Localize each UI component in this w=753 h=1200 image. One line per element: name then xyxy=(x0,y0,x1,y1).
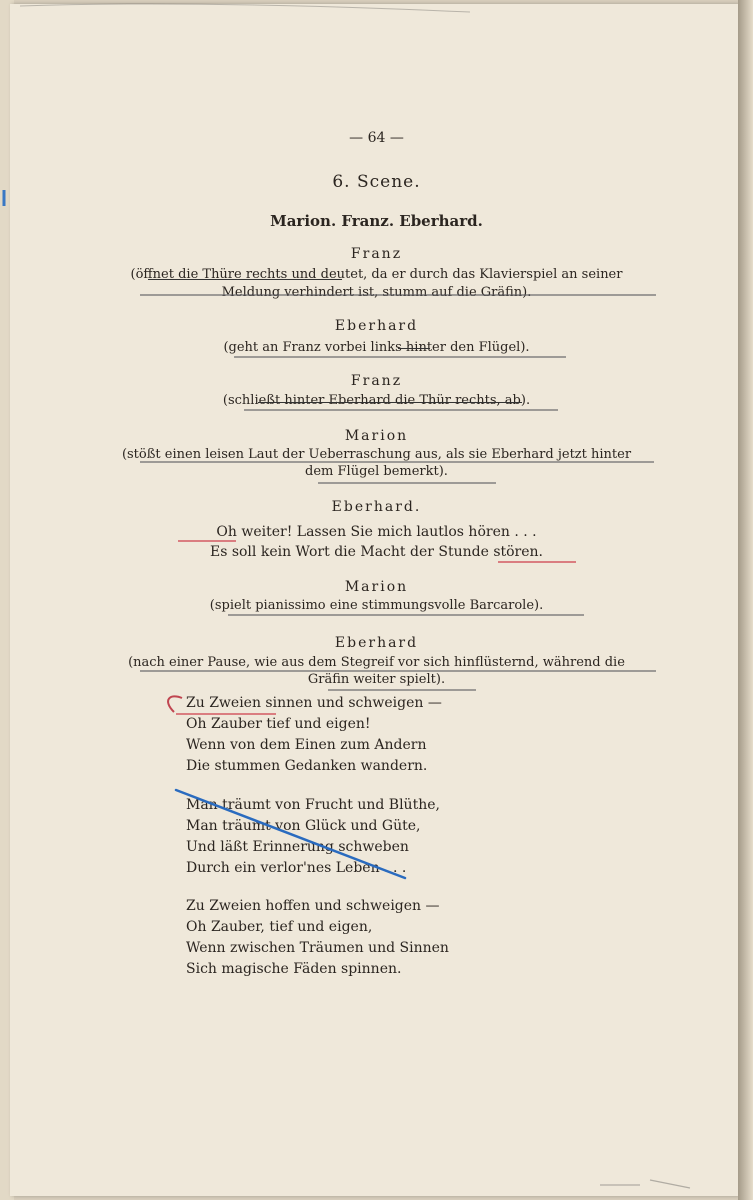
verse-line: Wenn von dem Einen zum Andern xyxy=(186,737,427,753)
stage-direction: (schließt hinter Eberhard die Thür rechts, ab). xyxy=(222,393,531,408)
verse-line: Oh Zauber tief und eigen! xyxy=(186,716,371,732)
speaker-name: Marion xyxy=(344,579,409,595)
scene-title: 6. Scene. xyxy=(332,172,421,192)
red-pencil-hook xyxy=(168,696,182,712)
characters-line: Marion. Franz. Eberhard. xyxy=(270,212,483,230)
speaker-name: Eberhard. xyxy=(331,499,422,515)
stage-direction: (stößt einen leisen Laut der Ueberraschung aus, als sie Eberhard jetzt hinter xyxy=(121,447,632,462)
verse-line: Man träumt von Frucht und Blüthe, xyxy=(186,797,440,813)
verse-line: Sich magische Fäden spinnen. xyxy=(186,961,402,977)
speaker-name: Eberhard xyxy=(334,318,419,334)
speaker-name: Marion xyxy=(344,428,409,444)
stage-direction: (öffnet die Thüre rechts und deutet, da er durch das Klavierspiel an seiner xyxy=(130,267,623,282)
stage-direction: (nach einer Pause, wie aus dem Stegreif vor sich hinflüsternd, während die xyxy=(128,655,625,670)
blue-pencil-stroke xyxy=(176,790,405,878)
stage-direction: Gräfin weiter spielt). xyxy=(307,672,446,687)
speaker-name: Franz xyxy=(350,373,403,389)
verse-line: Durch ein verlor'nes Leben . . . xyxy=(186,860,407,876)
verse-line: Und läßt Erinnerung schweben xyxy=(186,839,409,855)
verse-line: Wenn zwischen Träumen und Sinnen xyxy=(186,940,449,956)
spoken-line: Es soll kein Wort die Macht der Stunde stören. xyxy=(209,544,544,560)
bottom-scribble xyxy=(600,1180,690,1188)
speaker-name: Franz xyxy=(350,246,403,262)
stage-direction: dem Flügel bemerkt). xyxy=(305,464,448,479)
speaker-name: Eberhard xyxy=(334,635,419,651)
spoken-line: Oh weiter! Lassen Sie mich lautlos hören . . . xyxy=(216,524,537,540)
stage-direction: (spielt pianissimo eine stimmungsvolle Barcarole). xyxy=(209,598,544,613)
top-scribble xyxy=(20,4,470,12)
verse-line: Die stummen Gedanken wandern. xyxy=(186,758,428,774)
verse-line: Zu Zweien hoffen und schweigen — xyxy=(186,898,440,914)
verse-line: Zu Zweien sinnen und schweigen — xyxy=(186,695,442,711)
verse-line: Man träumt von Glück und Güte, xyxy=(186,818,421,834)
stage-direction: (geht an Franz vorbei links hinter den Flügel). xyxy=(223,340,530,355)
stage-direction: Meldung verhindert ist, stumm auf die Gräfin). xyxy=(221,285,532,300)
page-number: — 64 — xyxy=(349,130,404,146)
verse-line: Oh Zauber, tief und eigen, xyxy=(186,919,373,935)
